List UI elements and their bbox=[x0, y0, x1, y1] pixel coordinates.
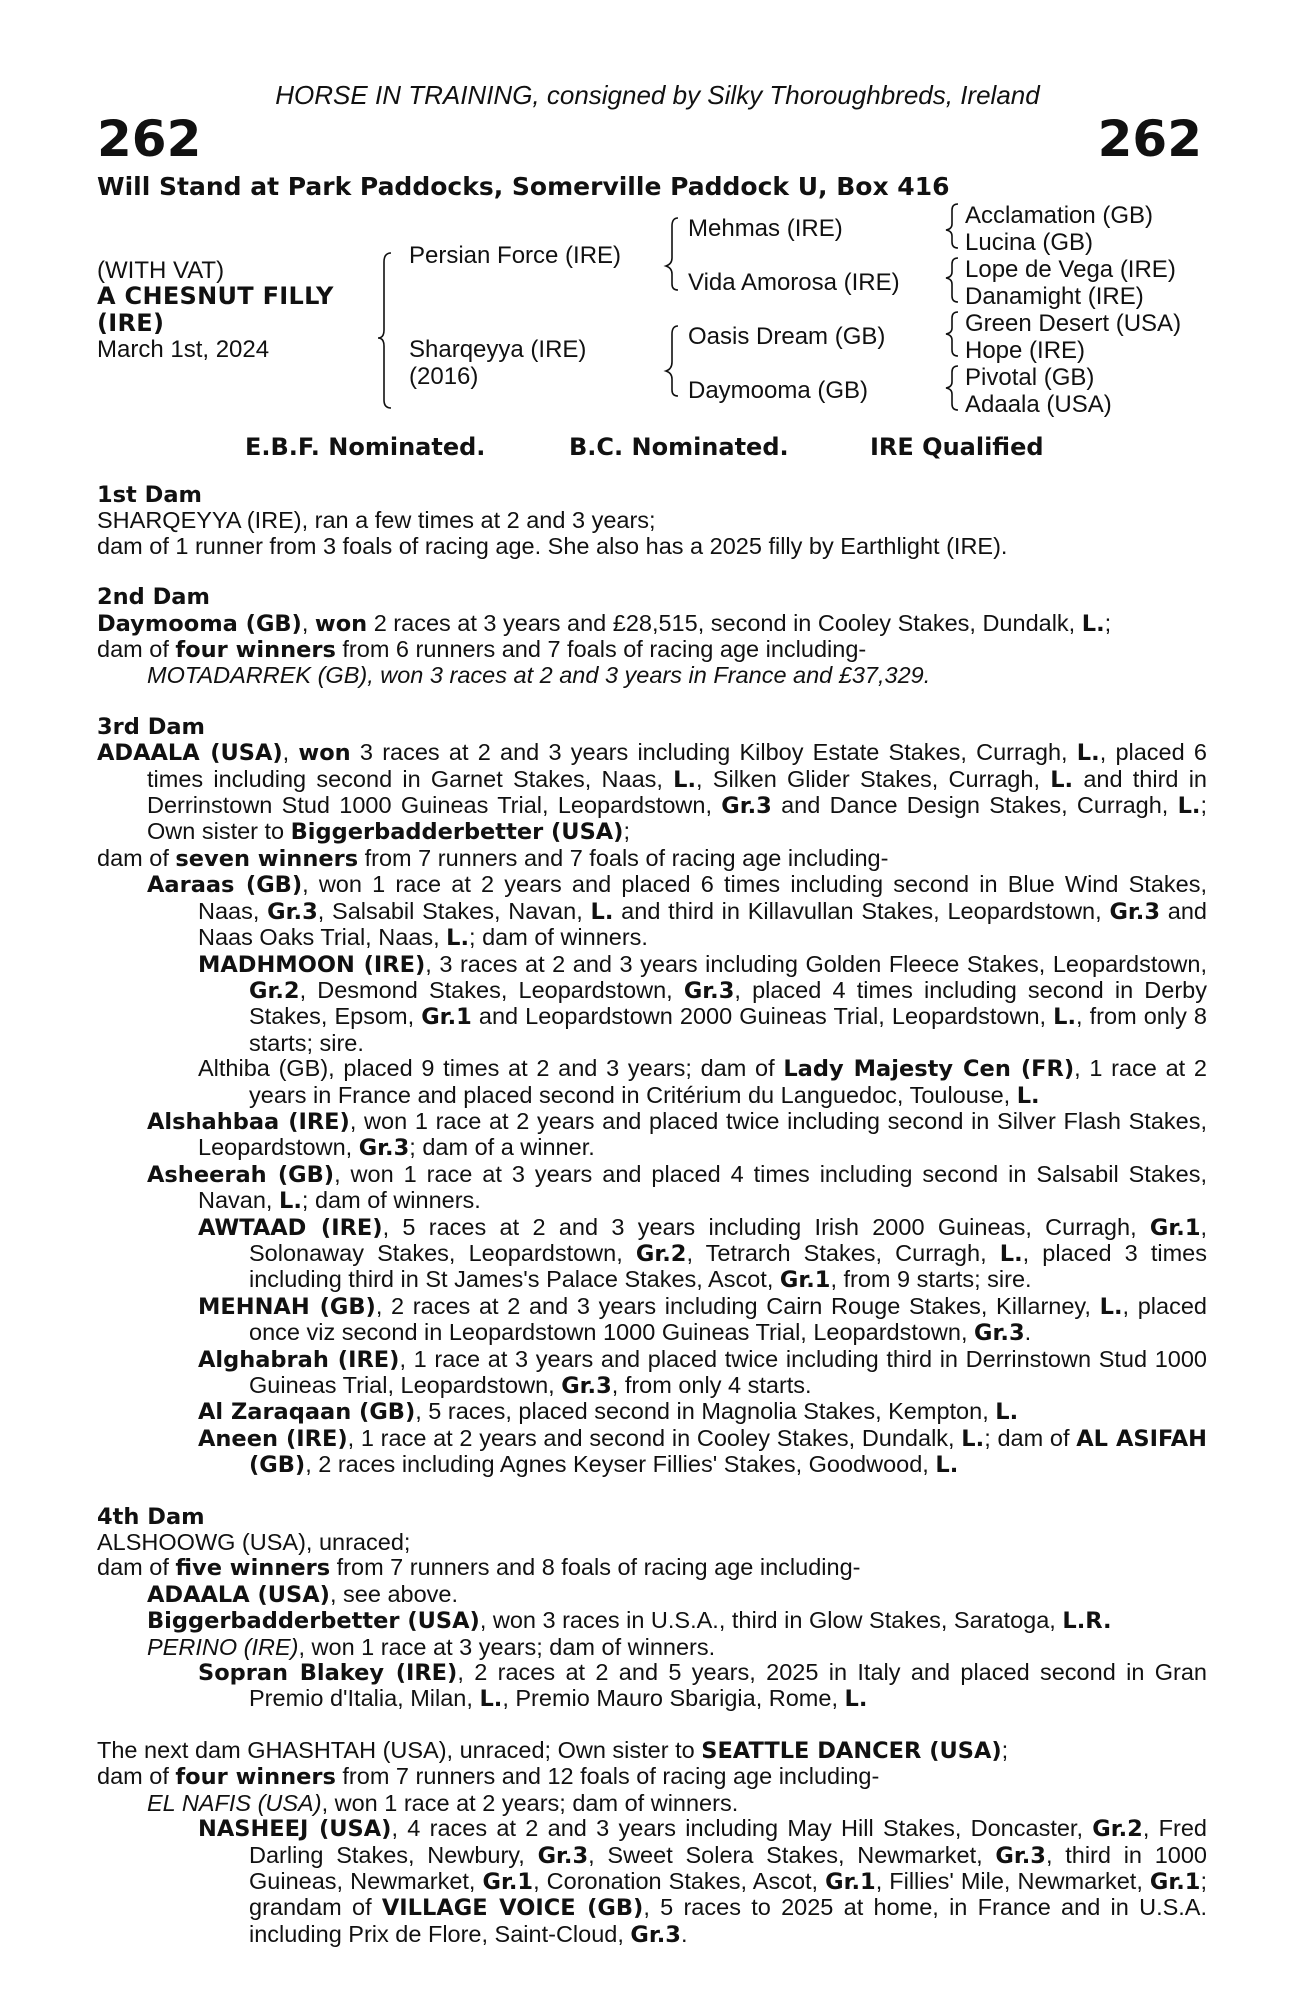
lot-number-left: 262 bbox=[97, 110, 202, 168]
great-grandsire-5: Green Desert (USA) bbox=[965, 310, 1182, 337]
bc-nominated: B.C. Nominated. bbox=[569, 433, 789, 461]
stand-location: Will Stand at Park Paddocks, Somerville Paddock U, Box 416 bbox=[97, 172, 950, 201]
great-grandsire-4: Danamight (IRE) bbox=[965, 283, 1144, 310]
lot-number-right: 262 bbox=[1097, 110, 1202, 168]
dam3-produce: dam of seven winners from 7 runners and 7 foals of racing age including- bbox=[97, 844, 889, 872]
progeny-aaraas: Aaraas (GB), won 1 race at 2 years and placed 6 times including second in Blue Wind Stakes, Naas, Gr.3, Salsabil Stakes, Navan, L. and third in Killavullan Stakes, Leopardstown, Gr.3 and Naas Oaks Trial, Naas, L.; dam of winners. bbox=[147, 871, 1207, 952]
great-grandsire-3: Lope de Vega (IRE) bbox=[965, 256, 1176, 283]
great-grandsire-1: Acclamation (GB) bbox=[965, 202, 1154, 229]
dam-sire: Oasis Dream (GB) bbox=[688, 323, 886, 350]
progeny-biggerbadderbetter: Biggerbadderbetter (USA), won 3 races in U.S.A., third in Glow Stakes, Saratoga, L.R. bbox=[147, 1607, 1112, 1635]
progeny-aneen: Aneen (IRE), 1 race at 2 years and second in Cooley Stakes, Dundalk, L.; dam of AL ASIFAH (GB), 2 races including Agnes Keyser Fillies' Stakes, Goodwood, L. bbox=[198, 1424, 1208, 1479]
dam3-heading: 3rd Dam bbox=[97, 713, 205, 740]
dam2-produce: dam of four winners from 6 runners and 7 foals of racing age including- bbox=[97, 636, 867, 664]
progeny-alzaraqaan: Al Zaraqaan (GB), 5 races, placed second in Magnolia Stakes, Kempton, L. bbox=[198, 1398, 1019, 1426]
dam1-line1: SHARQEYYA (IRE), ran a few times at 2 and 3 years; bbox=[97, 507, 656, 534]
great-grandsire-6: Hope (IRE) bbox=[965, 337, 1086, 364]
dam: Sharqeyya (IRE) bbox=[409, 336, 587, 363]
progeny-el-nafis: EL NAFIS (USA), won 1 race at 2 years; dam of winners. bbox=[147, 1789, 739, 1816]
catalogue-header: HORSE IN TRAINING, consigned by Silky Thoroughbreds, Ireland bbox=[275, 80, 1040, 110]
progeny-madhmoon: MADHMOON (IRE), 3 races at 2 and 3 years including Golden Fleece Stakes, Leopardstown, Gr.2, Desmond Stakes, Leopardstown, Gr.3, placed 4 times including second in Derby Stakes, Epsom, Gr.1 and Leopardstown 2000 Guineas Trial, Leopardstown, L., from only 8 starts; sire. bbox=[198, 950, 1208, 1056]
dam4-line1: ALSHOOWG (USA), unraced; bbox=[97, 1529, 411, 1556]
dam2-record: Daymooma (GB), won 2 races at 3 years and £28,515, second in Cooley Stakes, Dundalk, L.; bbox=[97, 609, 1112, 637]
dam2-progeny: MOTADARREK (GB), won 3 races at 2 and 3 years in France and £37,329. bbox=[147, 662, 931, 689]
dam4-produce: dam of five winners from 7 runners and 8 foals of racing age including- bbox=[97, 1554, 861, 1582]
ire-qualified: IRE Qualified bbox=[870, 433, 1044, 461]
progeny-perino: PERINO (IRE), won 1 race at 3 years; dam of winners. bbox=[147, 1633, 716, 1660]
progeny-alshahbaa: Alshahbaa (IRE), won 1 race at 2 years and placed twice including second in Silver Flash Stakes, Leopardstown, Gr.3; dam of a winner. bbox=[147, 1107, 1207, 1162]
great-grandsire-7: Pivotal (GB) bbox=[965, 364, 1095, 391]
progeny-althiba: Althiba (GB), placed 9 times at 2 and 3 years; dam of Lady Majesty Cen (FR), 1 race at 2 years in France and placed second in Critérium du Languedoc, Toulouse, L. bbox=[198, 1055, 1207, 1109]
ebf-nominated: E.B.F. Nominated. bbox=[245, 433, 486, 461]
horse-name-suffix: (IRE) bbox=[97, 309, 165, 337]
progeny-mehnah: MEHNAH (GB), 2 races at 2 and 3 years including Cairn Rouge Stakes, Killarney, L., placed once viz second in Leopardstown 1000 Guineas Trial, Leopardstown, Gr.3. bbox=[198, 1292, 1207, 1347]
progeny-adaala: ADAALA (USA), see above. bbox=[147, 1580, 459, 1608]
dam1-line2: dam of 1 runner from 3 foals of racing age. She also has a 2025 filly by Earthlight (IRE). bbox=[97, 532, 1008, 559]
sire-sire: Mehmas (IRE) bbox=[688, 215, 843, 242]
vat-note: (WITH VAT) bbox=[97, 257, 225, 284]
horse-dob: March 1st, 2024 bbox=[97, 336, 270, 363]
great-grandsire-2: Lucina (GB) bbox=[965, 229, 1094, 256]
progeny-asheerah: Asheerah (GB), won 1 race at 3 years and placed 4 times including second in Salsabil Stakes, Navan, L.; dam of winners. bbox=[147, 1160, 1207, 1215]
nextdam-line1: The next dam GHASHTAH (USA), unraced; Own sister to SEATTLE DANCER (USA); bbox=[97, 1736, 1009, 1764]
dam4-heading: 4th Dam bbox=[97, 1503, 205, 1530]
great-grandsire-8: Adaala (USA) bbox=[965, 391, 1112, 418]
sire-dam: Vida Amorosa (IRE) bbox=[688, 269, 900, 296]
nextdam-produce: dam of four winners from 7 runners and 12 foals of racing age including- bbox=[97, 1763, 880, 1791]
sire: Persian Force (IRE) bbox=[409, 242, 622, 269]
dam-dam: Daymooma (GB) bbox=[688, 377, 869, 404]
progeny-nasheej: NASHEEJ (USA), 4 races at 2 and 3 years including May Hill Stakes, Doncaster, Gr.2, Fred Darling Stakes, Newbury, Gr.3, Sweet Solera Stakes, Newmarket, Gr.3, third in 1000 Guineas, Newmarket, Gr.1, Coronation Stakes, Ascot, Gr.1, Fillies' Mile, Newmarket, Gr.1; grandam of VILLAGE VOICE (GB), 5 races to 2025 at home, in France and in U.S.A. including Prix de Flore, Saint-Cloud, Gr.3. bbox=[198, 1815, 1208, 1948]
dam1-heading: 1st Dam bbox=[97, 482, 202, 508]
dam2-heading: 2nd Dam bbox=[97, 584, 210, 611]
dam3-record: ADAALA (USA), won 3 races at 2 and 3 years including Kilboy Estate Stakes, Curragh, L., placed 6 times including second in Garnet Stakes, Naas, L., Silken Glider Stakes, Curragh, L. and third in Derrinstown Stud 1000 Guineas Trial, Leopardstown, Gr.3 and Dance Design Stakes, Curragh, L.; Own sister to Biggerbadderbetter (USA); bbox=[97, 739, 1207, 846]
dam-year: (2016) bbox=[409, 363, 479, 390]
progeny-awtaad: AWTAAD (IRE), 5 races at 2 and 3 years including Irish 2000 Guineas, Curragh, Gr.1, Solonaway Stakes, Leopardstown, Gr.2, Tetrarch Stakes, Curragh, L., placed 3 times including third in St James's Palace Stakes, Ascot, Gr.1, from 9 starts; sire. bbox=[198, 1213, 1208, 1294]
progeny-sopran-blakey: Sopran Blakey (IRE), 2 races at 2 and 5 years, 2025 in Italy and placed second in Gran Premio d'Italia, Milan, L., Premio Mauro Sbarigia, Rome, L. bbox=[198, 1659, 1207, 1713]
pedigree-notes bbox=[97, 482, 1207, 1948]
horse-name: A CHESNUT FILLY bbox=[97, 282, 334, 310]
progeny-alghabrah: Alghabrah (IRE), 1 race at 3 years and placed twice including third in Derrinstown Stud 1000 Guineas Trial, Leopardstown, Gr.3, from only 4 starts. bbox=[198, 1345, 1207, 1399]
